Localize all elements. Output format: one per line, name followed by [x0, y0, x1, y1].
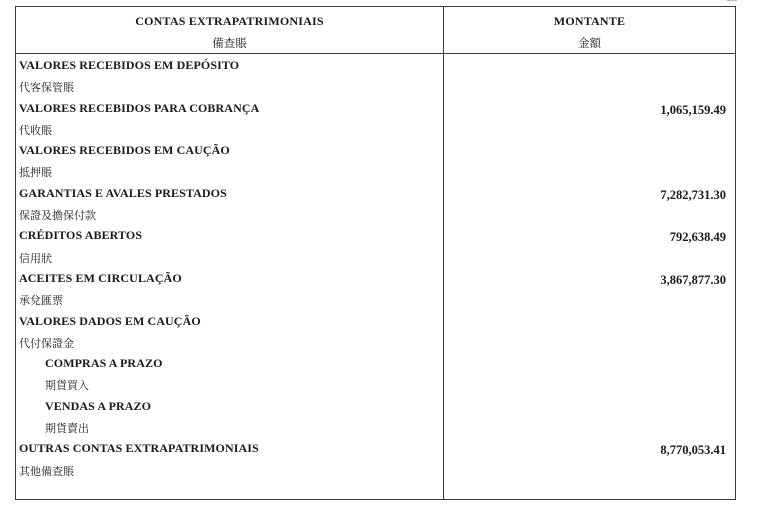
table-row [16, 204, 735, 225]
account-name-pt: CRÉDITOS ABERTOS [19, 228, 143, 243]
table-row [16, 247, 735, 268]
table-row [16, 183, 735, 204]
account-name-zh: 其他備查賬 [19, 464, 74, 478]
account-name-zh: 信用狀 [19, 251, 52, 265]
account-name-pt: GARANTIAS E AVALES PRESTADOS [19, 185, 227, 200]
account-name-pt: VENDAS A PRAZO [45, 398, 152, 413]
table-row [16, 161, 735, 182]
header-amount-zh: 金額 [578, 36, 601, 50]
account-amount: 1,065,159.49 [660, 102, 726, 117]
table-row [16, 438, 735, 459]
account-amount: 7,282,731.30 [660, 187, 726, 202]
account-name-zh: 代收賬 [19, 123, 52, 137]
table-row [16, 140, 735, 161]
table-row [16, 225, 735, 246]
table-row [16, 268, 735, 289]
table-row [16, 119, 735, 140]
table-row [16, 55, 735, 76]
header-amount-pt: MONTANTE [553, 14, 626, 28]
table-row [16, 396, 735, 417]
account-name-pt: VALORES RECEBIDOS PARA COBRANÇA [19, 100, 260, 115]
table-row [16, 76, 735, 97]
table-body [16, 55, 735, 481]
table-row [16, 332, 735, 353]
account-name-zh: 保證及擔保付款 [19, 209, 96, 223]
table-row [16, 289, 735, 310]
table-row [16, 460, 735, 481]
account-name-zh: 代付保證金 [19, 336, 74, 350]
extrapatrimonial-table [15, 6, 736, 500]
account-name-pt: VALORES RECEBIDOS EM DEPÓSITO [19, 58, 240, 72]
account-name-zh: 代客保管賬 [19, 81, 74, 95]
account-name-pt: COMPRAS A PRAZO [45, 356, 163, 371]
header-accounts [16, 7, 443, 53]
account-name-pt: OUTRAS CONTAS EXTRAPATRIMONIAIS [19, 441, 259, 456]
header-accounts-zh: 備查賬 [212, 36, 247, 50]
table-row [16, 98, 735, 119]
scan-mark [727, 0, 737, 4]
account-amount: 3,867,877.30 [660, 272, 726, 287]
header-accounts-pt: CONTAS EXTRAPATRIMONIAIS [135, 14, 324, 28]
table-row [16, 417, 735, 438]
account-name-pt: VALORES DADOS EM CAUÇÃO [19, 313, 201, 328]
account-amount: 8,770,053.41 [660, 443, 726, 458]
table-header [16, 7, 735, 54]
account-name-zh: 承兌匯票 [19, 294, 63, 308]
account-name-zh: 期貨買入 [45, 379, 89, 393]
header-amount [444, 7, 735, 53]
account-name-pt: VALORES RECEBIDOS EM CAUÇÃO [19, 143, 230, 158]
account-name-zh: 期貨賣出 [45, 422, 89, 436]
account-amount: 792,638.49 [669, 230, 726, 245]
table-row [16, 374, 735, 395]
account-name-pt: ACEITES EM CIRCULAÇÃO [19, 270, 182, 285]
table-row [16, 311, 735, 332]
account-name-zh: 抵押賬 [19, 166, 52, 180]
table-row [16, 353, 735, 374]
